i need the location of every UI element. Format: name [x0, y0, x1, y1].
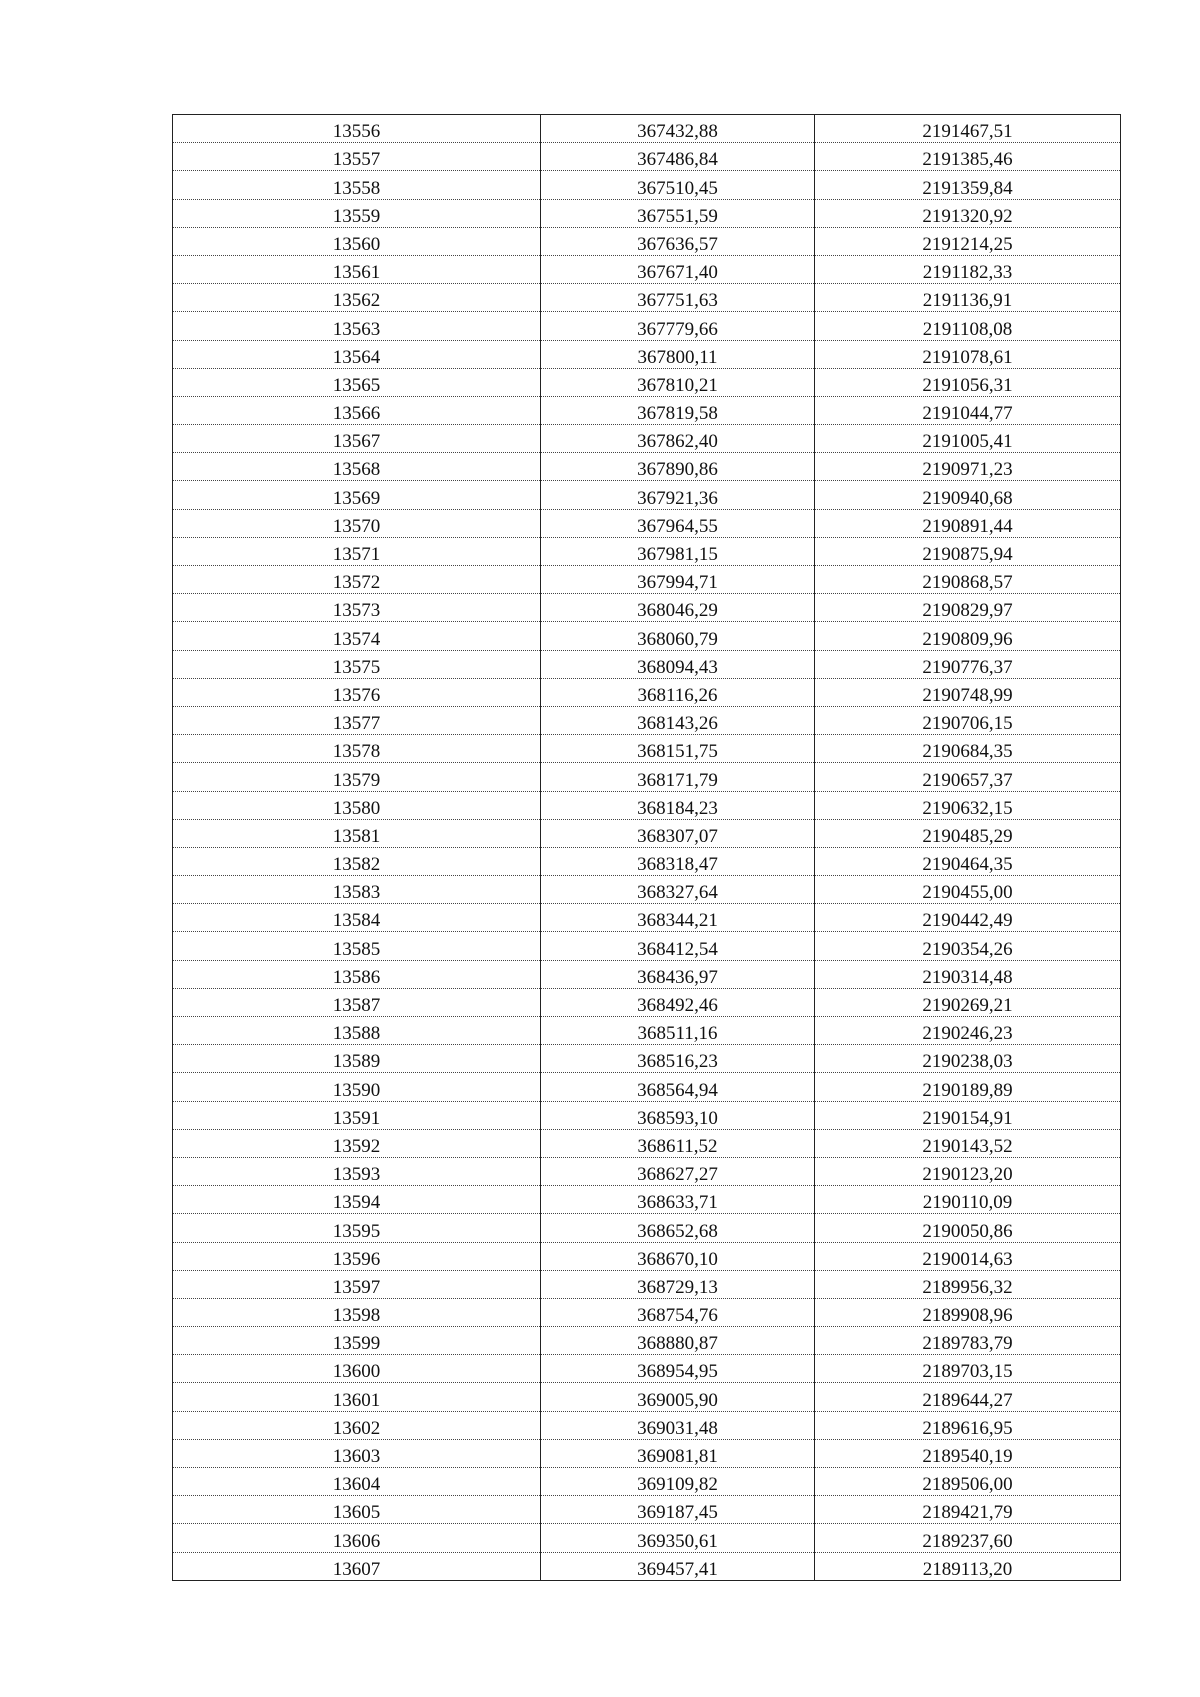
x-coordinate-cell: 368670,10 [541, 1242, 815, 1270]
y-coordinate-cell: 2190776,37 [815, 650, 1121, 678]
point-number-cell: 13601 [173, 1383, 541, 1411]
point-number-cell: 13574 [173, 622, 541, 650]
point-number-cell: 13564 [173, 340, 541, 368]
x-coordinate-cell: 367964,55 [541, 509, 815, 537]
y-coordinate-cell: 2190050,86 [815, 1214, 1121, 1242]
point-number-cell: 13577 [173, 706, 541, 734]
table-row [173, 566, 1121, 594]
y-coordinate-cell: 2190246,23 [815, 1017, 1121, 1045]
y-coordinate-cell: 2191359,84 [815, 171, 1121, 199]
point-number-cell: 13585 [173, 932, 541, 960]
x-coordinate-cell: 367810,21 [541, 368, 815, 396]
table-row [173, 1157, 1121, 1185]
point-number-cell: 13603 [173, 1439, 541, 1467]
table-row [173, 171, 1121, 199]
table-row [173, 735, 1121, 763]
x-coordinate-cell: 368307,07 [541, 819, 815, 847]
point-number-cell: 13568 [173, 453, 541, 481]
y-coordinate-cell: 2191385,46 [815, 143, 1121, 171]
table-row [173, 284, 1121, 312]
table-row [173, 763, 1121, 791]
point-number-cell: 13583 [173, 876, 541, 904]
table-row [173, 509, 1121, 537]
x-coordinate-cell: 367636,57 [541, 227, 815, 255]
y-coordinate-cell: 2189616,95 [815, 1411, 1121, 1439]
x-coordinate-cell: 367890,86 [541, 453, 815, 481]
y-coordinate-cell: 2190269,21 [815, 988, 1121, 1016]
point-number-cell: 13591 [173, 1101, 541, 1129]
point-number-cell: 13579 [173, 763, 541, 791]
table-row [173, 537, 1121, 565]
point-number-cell: 13588 [173, 1017, 541, 1045]
point-number-cell: 13573 [173, 594, 541, 622]
y-coordinate-cell: 2191214,25 [815, 227, 1121, 255]
y-coordinate-cell: 2191320,92 [815, 199, 1121, 227]
point-number-cell: 13584 [173, 904, 541, 932]
table-row [173, 199, 1121, 227]
y-coordinate-cell: 2190464,35 [815, 847, 1121, 875]
point-number-cell: 13607 [173, 1552, 541, 1580]
point-number-cell: 13571 [173, 537, 541, 565]
x-coordinate-cell: 367751,63 [541, 284, 815, 312]
y-coordinate-cell: 2189237,60 [815, 1524, 1121, 1552]
table-row [173, 425, 1121, 453]
point-number-cell: 13575 [173, 650, 541, 678]
y-coordinate-cell: 2191136,91 [815, 284, 1121, 312]
x-coordinate-cell: 368412,54 [541, 932, 815, 960]
y-coordinate-cell: 2191108,08 [815, 312, 1121, 340]
point-number-cell: 13569 [173, 481, 541, 509]
y-coordinate-cell: 2190014,63 [815, 1242, 1121, 1270]
y-coordinate-cell: 2190868,57 [815, 566, 1121, 594]
coordinates-table [172, 114, 1121, 1581]
y-coordinate-cell: 2190657,37 [815, 763, 1121, 791]
point-number-cell: 13566 [173, 396, 541, 424]
table-row [173, 1298, 1121, 1326]
x-coordinate-cell: 367551,59 [541, 199, 815, 227]
x-coordinate-cell: 368116,26 [541, 678, 815, 706]
table-row [173, 1242, 1121, 1270]
point-number-cell: 13581 [173, 819, 541, 847]
table-row [173, 847, 1121, 875]
point-number-cell: 13605 [173, 1496, 541, 1524]
table-row [173, 143, 1121, 171]
table-row [173, 650, 1121, 678]
table-row [173, 1129, 1121, 1157]
x-coordinate-cell: 368652,68 [541, 1214, 815, 1242]
table-row [173, 678, 1121, 706]
x-coordinate-cell: 368516,23 [541, 1045, 815, 1073]
x-coordinate-cell: 368954,95 [541, 1355, 815, 1383]
x-coordinate-cell: 368754,76 [541, 1298, 815, 1326]
x-coordinate-cell: 367981,15 [541, 537, 815, 565]
x-coordinate-cell: 367994,71 [541, 566, 815, 594]
y-coordinate-cell: 2190632,15 [815, 791, 1121, 819]
point-number-cell: 13580 [173, 791, 541, 819]
x-coordinate-cell: 367510,45 [541, 171, 815, 199]
point-number-cell: 13557 [173, 143, 541, 171]
x-coordinate-cell: 367779,66 [541, 312, 815, 340]
x-coordinate-cell: 368327,64 [541, 876, 815, 904]
y-coordinate-cell: 2190891,44 [815, 509, 1121, 537]
table-row [173, 1214, 1121, 1242]
y-coordinate-cell: 2190123,20 [815, 1157, 1121, 1185]
y-coordinate-cell: 2189956,32 [815, 1270, 1121, 1298]
table-row [173, 1411, 1121, 1439]
point-number-cell: 13592 [173, 1129, 541, 1157]
x-coordinate-cell: 369109,82 [541, 1468, 815, 1496]
y-coordinate-cell: 2189783,79 [815, 1327, 1121, 1355]
y-coordinate-cell: 2191078,61 [815, 340, 1121, 368]
x-coordinate-cell: 369081,81 [541, 1439, 815, 1467]
table-row [173, 622, 1121, 650]
x-coordinate-cell: 368492,46 [541, 988, 815, 1016]
table-row [173, 312, 1121, 340]
y-coordinate-cell: 2190875,94 [815, 537, 1121, 565]
point-number-cell: 13560 [173, 227, 541, 255]
y-coordinate-cell: 2189908,96 [815, 1298, 1121, 1326]
table-row [173, 368, 1121, 396]
y-coordinate-cell: 2190354,26 [815, 932, 1121, 960]
table-row [173, 1552, 1121, 1580]
x-coordinate-cell: 367921,36 [541, 481, 815, 509]
point-number-cell: 13563 [173, 312, 541, 340]
x-coordinate-cell: 368060,79 [541, 622, 815, 650]
x-coordinate-cell: 367432,88 [541, 115, 815, 143]
table-row [173, 1496, 1121, 1524]
table-row [173, 340, 1121, 368]
x-coordinate-cell: 368143,26 [541, 706, 815, 734]
x-coordinate-cell: 369457,41 [541, 1552, 815, 1580]
x-coordinate-cell: 368046,29 [541, 594, 815, 622]
table-row [173, 1045, 1121, 1073]
point-number-cell: 13556 [173, 115, 541, 143]
table-row [173, 255, 1121, 283]
y-coordinate-cell: 2189506,00 [815, 1468, 1121, 1496]
point-number-cell: 13578 [173, 735, 541, 763]
table-row [173, 1017, 1121, 1045]
y-coordinate-cell: 2190455,00 [815, 876, 1121, 904]
table-row [173, 115, 1121, 143]
x-coordinate-cell: 368184,23 [541, 791, 815, 819]
y-coordinate-cell: 2191182,33 [815, 255, 1121, 283]
y-coordinate-cell: 2189703,15 [815, 1355, 1121, 1383]
y-coordinate-cell: 2189540,19 [815, 1439, 1121, 1467]
point-number-cell: 13562 [173, 284, 541, 312]
x-coordinate-cell: 369350,61 [541, 1524, 815, 1552]
point-number-cell: 13570 [173, 509, 541, 537]
point-number-cell: 13602 [173, 1411, 541, 1439]
table-row [173, 960, 1121, 988]
point-number-cell: 13572 [173, 566, 541, 594]
y-coordinate-cell: 2190189,89 [815, 1073, 1121, 1101]
table-row [173, 1524, 1121, 1552]
x-coordinate-cell: 367819,58 [541, 396, 815, 424]
x-coordinate-cell: 367671,40 [541, 255, 815, 283]
table-row [173, 481, 1121, 509]
point-number-cell: 13561 [173, 255, 541, 283]
table-row [173, 706, 1121, 734]
x-coordinate-cell: 368880,87 [541, 1327, 815, 1355]
x-coordinate-cell: 367800,11 [541, 340, 815, 368]
table-row [173, 1186, 1121, 1214]
table-row [173, 396, 1121, 424]
point-number-cell: 13558 [173, 171, 541, 199]
y-coordinate-cell: 2190143,52 [815, 1129, 1121, 1157]
table-row [173, 1327, 1121, 1355]
table-row [173, 1439, 1121, 1467]
point-number-cell: 13587 [173, 988, 541, 1016]
point-number-cell: 13600 [173, 1355, 541, 1383]
table-row [173, 932, 1121, 960]
y-coordinate-cell: 2190154,91 [815, 1101, 1121, 1129]
y-coordinate-cell: 2191005,41 [815, 425, 1121, 453]
table-row [173, 1383, 1121, 1411]
y-coordinate-cell: 2190442,49 [815, 904, 1121, 932]
point-number-cell: 13595 [173, 1214, 541, 1242]
point-number-cell: 13597 [173, 1270, 541, 1298]
x-coordinate-cell: 368511,16 [541, 1017, 815, 1045]
y-coordinate-cell: 2191056,31 [815, 368, 1121, 396]
x-coordinate-cell: 369031,48 [541, 1411, 815, 1439]
table-row [173, 227, 1121, 255]
point-number-cell: 13582 [173, 847, 541, 875]
point-number-cell: 13567 [173, 425, 541, 453]
table-row [173, 876, 1121, 904]
x-coordinate-cell: 368627,27 [541, 1157, 815, 1185]
x-coordinate-cell: 368729,13 [541, 1270, 815, 1298]
y-coordinate-cell: 2190809,96 [815, 622, 1121, 650]
point-number-cell: 13604 [173, 1468, 541, 1496]
x-coordinate-cell: 368171,79 [541, 763, 815, 791]
x-coordinate-cell: 367862,40 [541, 425, 815, 453]
table-row [173, 904, 1121, 932]
x-coordinate-cell: 368593,10 [541, 1101, 815, 1129]
table-row [173, 819, 1121, 847]
y-coordinate-cell: 2189113,20 [815, 1552, 1121, 1580]
y-coordinate-cell: 2191044,77 [815, 396, 1121, 424]
point-number-cell: 13594 [173, 1186, 541, 1214]
x-coordinate-cell: 369005,90 [541, 1383, 815, 1411]
table-row [173, 1073, 1121, 1101]
point-number-cell: 13576 [173, 678, 541, 706]
table-row [173, 988, 1121, 1016]
x-coordinate-cell: 367486,84 [541, 143, 815, 171]
y-coordinate-cell: 2190748,99 [815, 678, 1121, 706]
coordinates-table-body [173, 115, 1121, 1581]
point-number-cell: 13559 [173, 199, 541, 227]
table-row [173, 453, 1121, 481]
point-number-cell: 13599 [173, 1327, 541, 1355]
x-coordinate-cell: 368436,97 [541, 960, 815, 988]
x-coordinate-cell: 368344,21 [541, 904, 815, 932]
y-coordinate-cell: 2190684,35 [815, 735, 1121, 763]
y-coordinate-cell: 2190110,09 [815, 1186, 1121, 1214]
point-number-cell: 13590 [173, 1073, 541, 1101]
table-row [173, 791, 1121, 819]
y-coordinate-cell: 2190238,03 [815, 1045, 1121, 1073]
y-coordinate-cell: 2190485,29 [815, 819, 1121, 847]
y-coordinate-cell: 2190829,97 [815, 594, 1121, 622]
y-coordinate-cell: 2191467,51 [815, 115, 1121, 143]
point-number-cell: 13565 [173, 368, 541, 396]
x-coordinate-cell: 369187,45 [541, 1496, 815, 1524]
x-coordinate-cell: 368633,71 [541, 1186, 815, 1214]
y-coordinate-cell: 2189421,79 [815, 1496, 1121, 1524]
point-number-cell: 13589 [173, 1045, 541, 1073]
y-coordinate-cell: 2190314,48 [815, 960, 1121, 988]
table-row [173, 1270, 1121, 1298]
x-coordinate-cell: 368094,43 [541, 650, 815, 678]
y-coordinate-cell: 2190940,68 [815, 481, 1121, 509]
point-number-cell: 13598 [173, 1298, 541, 1326]
x-coordinate-cell: 368611,52 [541, 1129, 815, 1157]
point-number-cell: 13593 [173, 1157, 541, 1185]
table-row [173, 1355, 1121, 1383]
table-row [173, 1101, 1121, 1129]
x-coordinate-cell: 368151,75 [541, 735, 815, 763]
point-number-cell: 13606 [173, 1524, 541, 1552]
y-coordinate-cell: 2190706,15 [815, 706, 1121, 734]
y-coordinate-cell: 2190971,23 [815, 453, 1121, 481]
table-row [173, 1468, 1121, 1496]
y-coordinate-cell: 2189644,27 [815, 1383, 1121, 1411]
table-row [173, 594, 1121, 622]
x-coordinate-cell: 368318,47 [541, 847, 815, 875]
point-number-cell: 13586 [173, 960, 541, 988]
point-number-cell: 13596 [173, 1242, 541, 1270]
x-coordinate-cell: 368564,94 [541, 1073, 815, 1101]
